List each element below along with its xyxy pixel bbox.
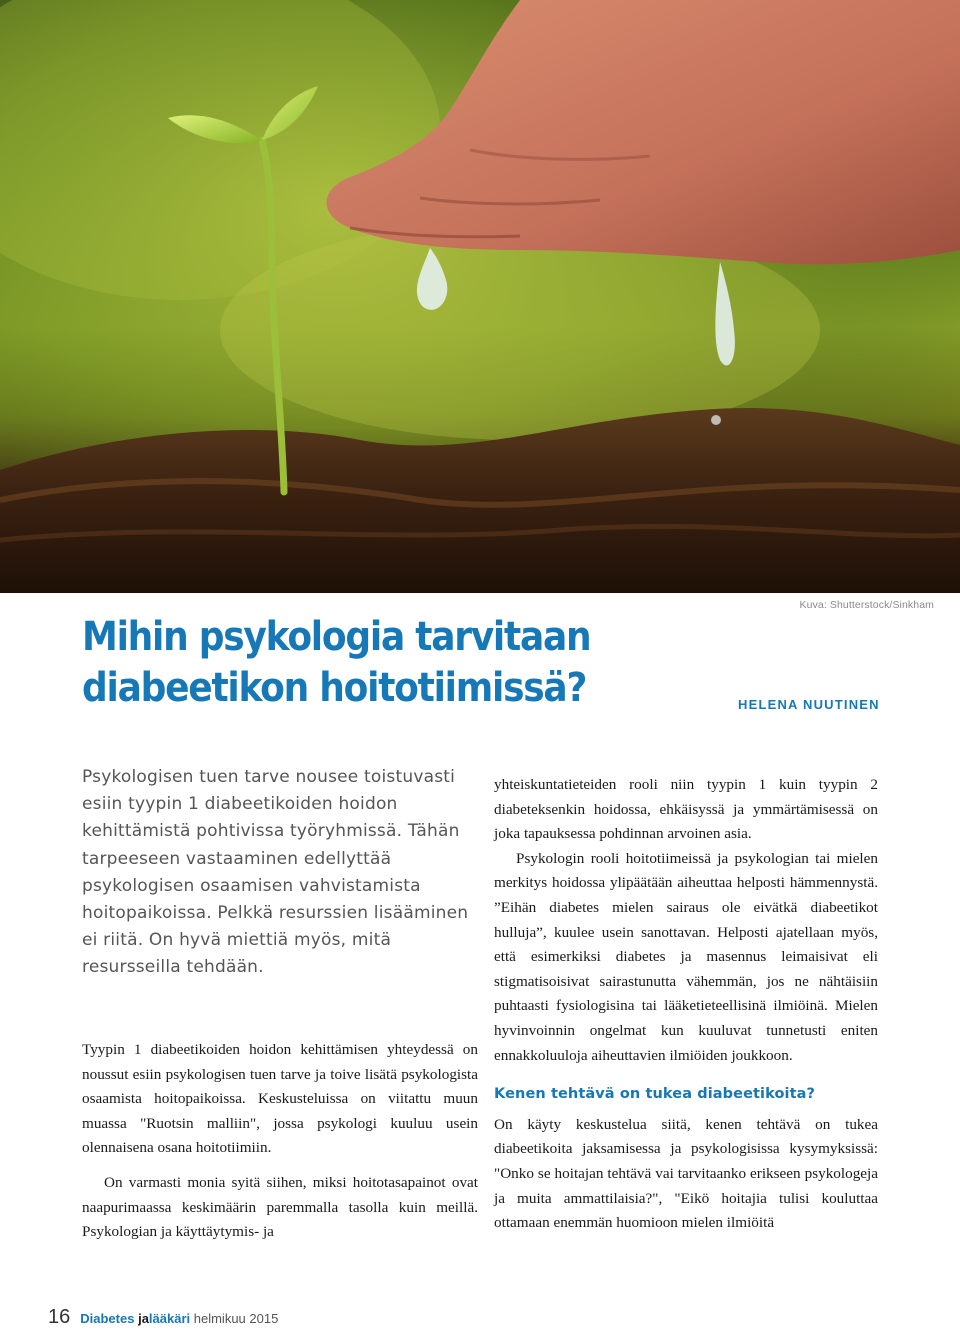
article-title — [82, 612, 640, 714]
body-column-left — [82, 1038, 478, 1255]
page-footer — [48, 1306, 278, 1328]
subheading: Kenen tehtävä on tukea diabeetikoita? — [494, 1086, 816, 1103]
title-line-1: Mihin psykologia tarvitaan — [82, 614, 591, 660]
body-paragraph: On käyty keskustelua siitä, kenen tehtävä on tukea diabeetikoita jaksamisessa ja psykologisissa kysymyksissä: "Onko se hoitajan tehtävä vai tarvitaanko erikseen psykologeja ja muita ammattilaisia?", "Eikö hoitajia tulisi kouluttaa ottamaan enemmän huomioon mielen ilmiöitä — [494, 1115, 878, 1232]
body-paragraph: yhteiskuntatieteiden rooli niin tyypin 1 kuin tyypin 2 diabeteksenkin hoidossa, ehkäisyssä ja ymmärtämisessä on joka tapauksessa pohdinnan arvoinen asia. — [494, 776, 878, 843]
author-byline: HELENA NUUTINEN — [738, 697, 880, 712]
issue-date: helmikuu 2015 — [193, 1311, 279, 1326]
page-number: 16 — [48, 1306, 71, 1328]
magazine-name — [80, 1311, 278, 1326]
body-paragraph: Tyypin 1 diabeetikoiden hoidon kehittämisen yhteydessä on noussut esiin psykologisen tuen tarve ja toive lisätä psykologista osaamista hoitopaikoissa. Keskusteluissa on viitattu muun muassa "Ruotsin malliin", jossa psykologi kuuluu usein olennaisena osana hoitotiimiin. — [82, 1041, 478, 1157]
body-paragraph: On varmasti monia syitä siihen, miksi hoitotasapainot ovat naapurimaassa keskimäärin paremmalla tasolla kuin meillä. Psykologian ja käyttäytymis- ja — [82, 1173, 478, 1241]
magazine-word-1: Diabetes — [80, 1311, 135, 1326]
body-column-right — [494, 773, 878, 1236]
hero-photo — [0, 0, 960, 593]
title-line-2: diabeetikon hoitotiimissä? — [82, 665, 587, 711]
magazine-word-2: ja — [138, 1311, 149, 1326]
body-paragraph: Psykologin rooli hoitotiimeissä ja psykologian tai mielen merkitys hoidossa ylipäätään aiheuttaa helposti hämmennystä. ”Eihän diabetes mielen sairaus ole eivätkä diabeetikot hulluja”, kuulee usein sanottavan. Helposti ajatellaan myös, että esimerkiksi diabetes ja masennus leimaisivat eli stigmatisoisivat sairastunutta vähemmän, jos ne nähtäisiin puhtaasti fysiologisina tai lääketieteellisinä ilmiöinä. Mielen hyvinvoinnin ongelmat kun kuuluvat tunnetusti eniten ennakkoluuloja aiheuttavien ilmiöiden joukkoon. — [494, 849, 878, 1064]
lead-paragraph: Psykologisen tuen tarve nousee toistuvasti esiin tyypin 1 diabeetikoiden hoidon kehittämistä pohtivissa työryhmissä. Tähän tarpeeseen vastaaminen edellyttää psykologisen osaamisen vahvistamista hoitopaikoissa. Pelkkä resurssien lisääminen ei riitä. On hyvä miettiä myös, mitä resursseilla tehdään. — [82, 767, 469, 978]
hero-illustration — [0, 0, 960, 593]
photo-credit: Kuva: Shutterstock/Sinkham — [799, 599, 934, 611]
magazine-word-3: lääkäri — [148, 1311, 191, 1326]
